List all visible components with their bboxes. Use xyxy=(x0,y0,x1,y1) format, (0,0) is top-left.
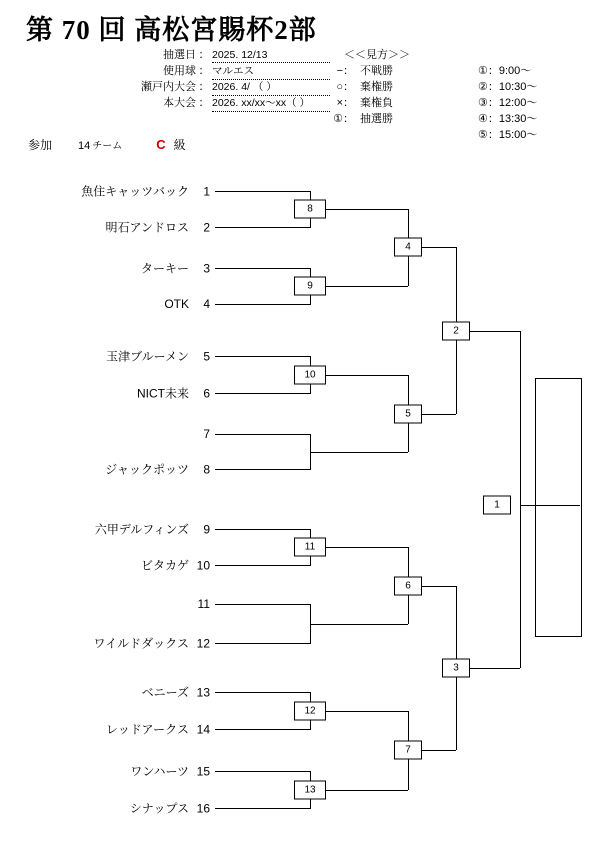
match-number: 3 xyxy=(453,662,459,673)
match-box[interactable] xyxy=(294,538,326,557)
info-value: 2025. 12/13 xyxy=(212,49,330,63)
legend-text: 棄権負 xyxy=(360,97,393,109)
match-number: 5 xyxy=(405,408,411,419)
legend-text: 不戦勝 xyxy=(360,65,393,77)
bracket-line xyxy=(215,729,310,730)
match-box[interactable] xyxy=(294,277,326,296)
team-seed: 12 xyxy=(196,636,210,651)
match-box[interactable] xyxy=(442,322,470,341)
team-name: レッドアークス xyxy=(105,722,189,737)
team-name: ビタカゲ xyxy=(140,558,189,573)
legend-text: 抽選勝 xyxy=(360,113,393,125)
grade-word: 級 xyxy=(173,138,186,152)
champion-box-top xyxy=(535,378,582,379)
team-name: ターキー xyxy=(140,261,189,276)
match-box[interactable] xyxy=(394,741,422,760)
match-number: 1 xyxy=(494,499,500,510)
bracket-line xyxy=(520,331,521,668)
team-entry xyxy=(164,297,210,311)
team-name: ベニーズ xyxy=(141,685,189,700)
bracket-line xyxy=(215,565,310,566)
team-entry xyxy=(189,427,210,441)
time-slot: ①：9:00～ xyxy=(478,65,532,77)
bracket-line xyxy=(215,469,310,470)
bracket-line xyxy=(215,643,310,644)
bracket-line xyxy=(215,268,310,269)
match-number: 4 xyxy=(405,241,411,252)
team-name: ワンハーツ xyxy=(130,764,189,779)
match-number: 9 xyxy=(307,280,313,291)
team-seed: 10 xyxy=(196,558,210,573)
bracket-line xyxy=(215,808,310,809)
team-entry xyxy=(106,721,210,738)
match-number: 2 xyxy=(453,325,459,336)
bracket-line xyxy=(215,304,310,305)
match-number: 6 xyxy=(405,580,411,591)
team-seed: 8 xyxy=(203,462,210,477)
team-seed: 2 xyxy=(203,220,210,235)
info-label: 使用球 xyxy=(163,65,196,77)
bracket-line xyxy=(215,434,310,435)
match-number: 13 xyxy=(304,784,316,795)
bracket-line xyxy=(215,227,310,228)
info-label: 瀬戸内大会 xyxy=(141,81,196,93)
team-entry xyxy=(141,260,210,277)
team-name: 魚住キャッツバック xyxy=(81,184,189,199)
team-entry xyxy=(141,557,210,574)
match-number: 10 xyxy=(304,369,316,380)
info-colon: ： xyxy=(198,65,210,77)
team-seed: 1 xyxy=(203,184,210,199)
team-seed: 4 xyxy=(203,297,210,311)
team-seed: 9 xyxy=(203,522,210,537)
match-box[interactable] xyxy=(294,781,326,800)
time-slot: ③：12:00～ xyxy=(478,97,538,109)
team-seed: 5 xyxy=(203,349,210,364)
team-seed: 3 xyxy=(203,261,210,276)
info-colon: ： xyxy=(198,81,210,93)
legend-title: ＜＜見方＞＞ xyxy=(344,49,410,61)
participation-count: 14 xyxy=(78,140,91,152)
match-box[interactable] xyxy=(483,496,511,515)
team-seed: 14 xyxy=(196,722,210,737)
info-colon: ： xyxy=(198,49,210,61)
bracket-line xyxy=(215,604,310,605)
team-entry xyxy=(130,800,210,817)
legend-symbol: ①： xyxy=(333,113,354,125)
info-colon: ： xyxy=(198,97,210,109)
participation-unit: チーム xyxy=(92,141,123,152)
match-box[interactable] xyxy=(294,702,326,721)
bracket-line xyxy=(310,452,408,453)
info-value: 2026. xx/xx～xx（ ） xyxy=(212,95,330,112)
match-box[interactable] xyxy=(394,238,422,257)
team-seed: 7 xyxy=(203,427,210,441)
bracket-line xyxy=(215,771,310,772)
team-name: ジャックポッツ xyxy=(105,462,189,477)
match-number: 8 xyxy=(307,203,313,214)
match-number: 11 xyxy=(304,541,316,552)
match-box[interactable] xyxy=(294,200,326,219)
bracket-line xyxy=(520,505,580,506)
team-entry xyxy=(95,521,210,538)
match-number: 7 xyxy=(405,744,411,755)
bracket-line xyxy=(215,356,310,357)
legend-symbol: ○： xyxy=(336,81,354,93)
info-value: マルエス xyxy=(212,63,330,80)
time-slot: ④：13:30～ xyxy=(478,113,538,125)
bracket-line xyxy=(215,191,310,192)
team-entry xyxy=(142,684,210,701)
time-slot: ②：10:30～ xyxy=(478,81,538,93)
team-seed: 15 xyxy=(196,764,210,779)
info-value: 2026. 4/ （ ） xyxy=(212,79,330,96)
bracket-line xyxy=(215,393,310,394)
team-entry xyxy=(137,385,210,402)
match-box[interactable] xyxy=(394,577,422,596)
info-label: 抽選日 xyxy=(163,49,196,61)
grade-letter: C xyxy=(156,137,166,152)
champion-box-bottom xyxy=(535,636,582,637)
team-name: シナップス xyxy=(129,801,189,816)
participation-label: 参加 xyxy=(28,138,53,152)
legend-symbol: −： xyxy=(336,65,354,77)
bracket-line xyxy=(310,624,408,625)
team-name: 六甲デルフィンズ xyxy=(94,522,189,537)
bracket-line xyxy=(215,692,310,693)
legend-symbol: ×： xyxy=(336,97,354,109)
match-number: 12 xyxy=(304,705,316,716)
match-box[interactable] xyxy=(394,405,422,424)
team-entry xyxy=(189,597,210,611)
team-name: ワイルドダックス xyxy=(93,636,189,651)
team-entry xyxy=(105,219,210,236)
team-entry xyxy=(105,461,210,478)
team-name: OTK xyxy=(164,297,189,311)
bracket-line xyxy=(215,529,310,530)
match-box[interactable] xyxy=(442,659,470,678)
champion-box-right xyxy=(581,378,582,636)
team-seed: 16 xyxy=(196,801,210,816)
team-entry xyxy=(130,763,210,780)
champion-box-left xyxy=(535,378,536,636)
team-seed: 13 xyxy=(196,685,210,700)
team-seed: 11 xyxy=(197,597,210,611)
team-entry xyxy=(106,348,210,365)
team-name: 玉津ブルーメン xyxy=(106,349,189,364)
team-seed: 6 xyxy=(203,386,210,401)
team-entry xyxy=(81,183,210,200)
legend-text: 棄権勝 xyxy=(360,81,393,93)
team-name: NICT未来 xyxy=(137,386,189,401)
info-label: 本大会 xyxy=(163,97,196,109)
time-slot: ⑤：15:00～ xyxy=(478,129,538,141)
team-name: 明石アンドロス xyxy=(105,220,189,235)
team-entry xyxy=(93,635,210,652)
match-box[interactable] xyxy=(294,366,326,385)
page-title: 第 70 回 高松宮賜杯2部 xyxy=(26,15,317,45)
